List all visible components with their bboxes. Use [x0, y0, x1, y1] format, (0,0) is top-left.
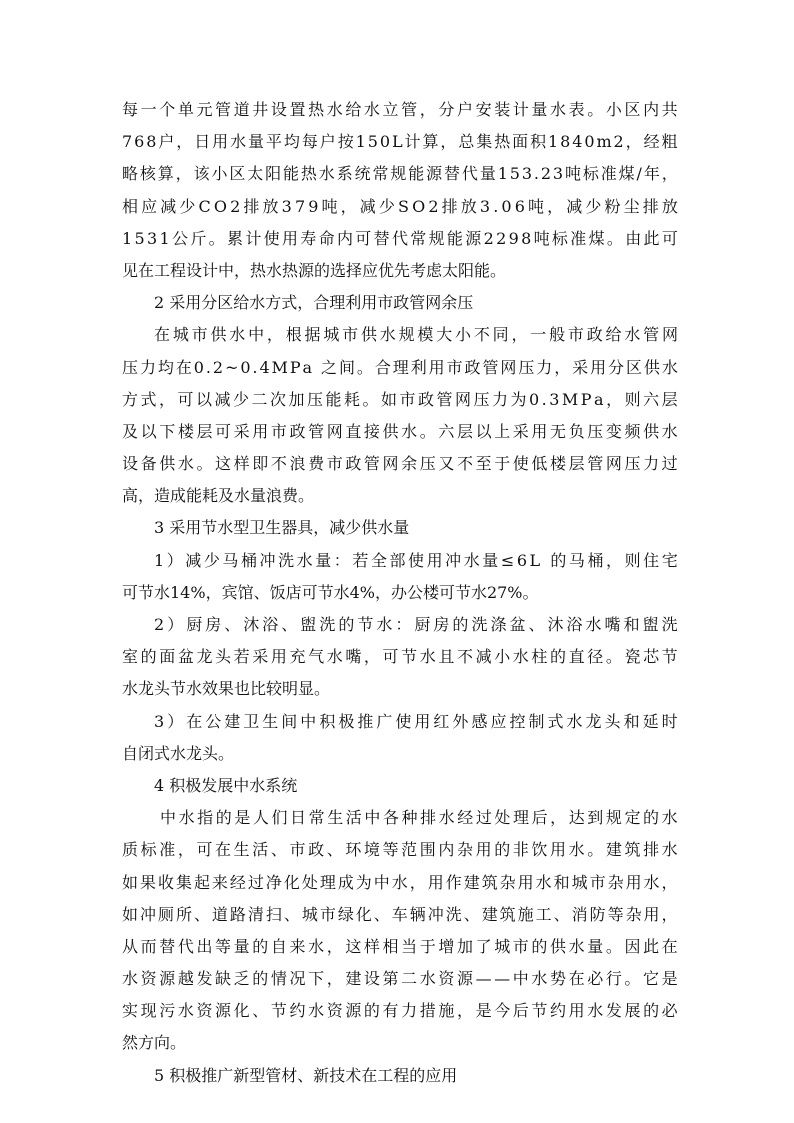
text-line: 自闭式水龙头。: [122, 743, 235, 763]
text-line: 3 ） 在 公 建 卫 生 间 中 积 极 推 广 使 用 红 外 感 应 控 制 式 水 龙 头 和 延 时: [154, 711, 678, 731]
text-line: 在 城 市 供 水 中 ， 根 据 城 市 供 水 规 模 大 小 不 同 ， 一 般 市 政 给 水 管 网: [154, 325, 678, 345]
text-line: 室 的 面 盆 龙 头 若 采 用 充 气 水 嘴 ， 可 节 水 且 不 减 小 水 柱 的 直 径 。 瓷 芯 节: [122, 647, 678, 667]
text-line: 中 水 指 的 是 人 们 日 常 生 活 中 各 种 排 水 经 过 处 理 后 ， 达 到 规 定 的 水: [160, 808, 678, 828]
text-line: 从 而 替 代 出 等 量 的 自 来 水 ， 这 样 相 当 于 增 加 了 城 市 的 供 水 量 。 因 此 在: [122, 936, 678, 956]
text-line: 压 力 均 在 0 . 2 ~ 0 . 4 M P a 之 间 。 合 理 利 用 市 政 管 网 压 力 ， 采 用 分 区 供 水: [122, 357, 678, 377]
text-line: 然方向。: [122, 1033, 187, 1053]
text-line: 如 果 收 集 起 来 经 过 净 化 处 理 成 为 中 水 ， 用 作 建 筑 杂 用 水 和 城 市 杂 用 水 ，: [122, 872, 678, 892]
text-line: 高，造成能耗及水量浪费。: [122, 486, 315, 506]
text-line: 如 冲 厕 所 、 道 路 清 扫 、 城 市 绿 化 、 车 辆 冲 洗 、 建 筑 施 工 、 消 防 等 杂 用 ，: [122, 904, 678, 924]
text-line: 水 资 源 越 发 缺 乏 的 情 况 下 ， 建 设 第 二 水 资 源 — — 中 水 势 在 必 行 。 它 是: [122, 969, 678, 989]
document-body: [122, 94, 678, 1092]
text-line: 7 6 8 户 ， 日 用 水 量 平 均 每 户 按 1 5 0 L 计 算 ， 总 集 热 面 积 1 8 4 0 m 2 ， 经 粗: [122, 132, 678, 152]
text-line: 每 一 个 单 元 管 道 井 设 置 热 水 给 水 立 管 ， 分 户 安 装 计 量 水 表 。 小 区 内 共: [122, 100, 678, 119]
text-line: 可节水14%，宾馆、饭店可节水4%，办公楼可节水27%。: [122, 582, 539, 602]
section-heading: 4 积极发展中水系统: [154, 775, 298, 795]
section-heading: 5 积极推广新型管材、新技术在工程的应用: [154, 1065, 458, 1085]
text-line: 水龙头节水效果也比较明显。: [122, 679, 331, 699]
text-line: 1 5 3 1 公 斤 。 累 计 使 用 寿 命 内 可 替 代 常 规 能 源 2 2 9 8 吨 标 准 煤 。 由 此 可: [122, 228, 678, 248]
text-line: 方 式 ， 可 以 减 少 二 次 加 压 能 耗 。 如 市 政 管 网 压 力 为 0 . 3 M P a ， 则 六 层: [122, 389, 678, 409]
text-line: 实 现 污 水 资 源 化 、 节 约 水 资 源 的 有 力 措 施 ， 是 今 后 节 约 用 水 发 展 的 必: [122, 1001, 678, 1021]
text-line: 相 应 减 少 C O 2 排 放 3 7 9 吨 ， 减 少 S O 2 排 放 3 . 0 6 吨 ， 减 少 粉 尘 排 放: [122, 196, 678, 216]
text-line: 略 核 算 ， 该 小 区 太 阳 能 热 水 系 统 常 规 能 源 替 代 量 1 5 3 . 2 3 吨 标 准 煤 / 年 ，: [122, 164, 678, 184]
text-line: 见在工程设计中，热水热源的选择应优先考虑太阳能。: [122, 260, 507, 280]
section-heading: 3 采用节水型卫生器具，减少供水量: [154, 518, 410, 538]
section-heading: 2 采用分区给水方式，合理利用市政管网余压: [154, 293, 474, 313]
text-line: 及 以 下 楼 层 可 采 用 市 政 管 网 直 接 供 水 。 六 层 以 上 采 用 无 负 压 变 频 供 水: [122, 421, 678, 441]
text-line: 2 ） 厨 房 、 沐 浴 、 盥 洗 的 节 水 ： 厨 房 的 洗 涤 盆 、 沐 浴 水 嘴 和 盥 洗: [154, 615, 678, 634]
text-line: 1 ） 减 少 马 桶 冲 洗 水 量 ： 若 全 部 使 用 冲 水 量 ≤ 6 L 的 马 桶 ， 则 住 宅: [154, 550, 678, 570]
text-line: 设 备 供 水 。 这 样 即 不 浪 费 市 政 管 网 余 压 又 不 至 于 使 低 楼 层 管 网 压 力 过: [122, 454, 678, 474]
text-line: 质 标 准 ， 可 在 生 活 、 市 政 、 环 境 等 范 围 内 杂 用 的 非 饮 用 水 。 建 筑 排 水: [122, 840, 678, 860]
